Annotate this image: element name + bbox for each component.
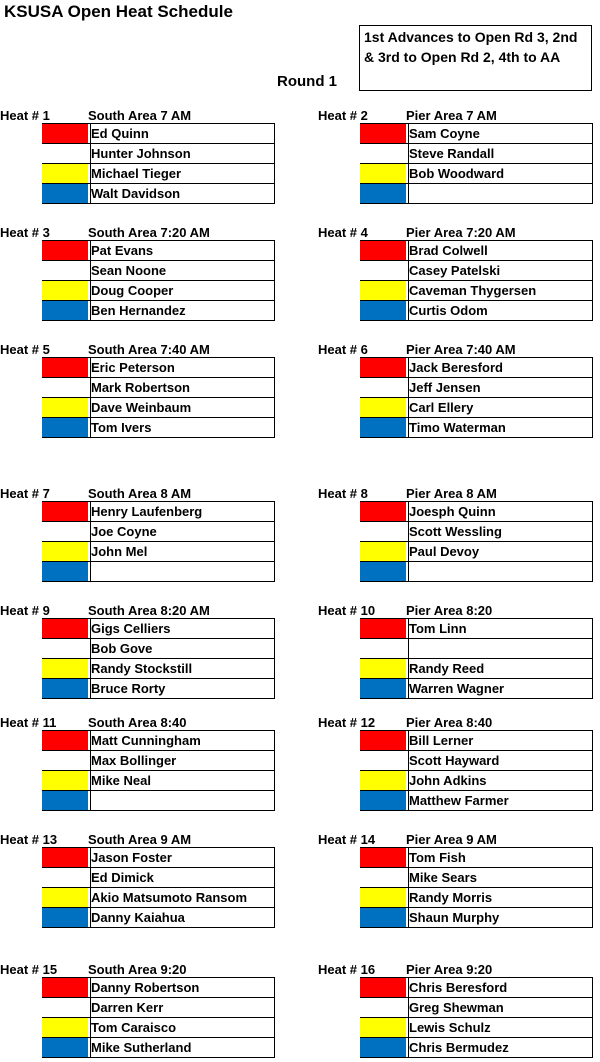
surfer-name: Randy Morris	[408, 888, 592, 907]
surfer-row	[42, 522, 274, 542]
heat-number: Heat # 16	[318, 962, 376, 977]
jersey-color-white	[42, 639, 88, 658]
surfer-row	[42, 731, 274, 751]
jersey-color-red	[360, 241, 406, 260]
heat-number: Heat # 2	[318, 108, 368, 123]
heat-area-time: Pier Area 8:20	[406, 603, 493, 618]
jersey-color-white	[360, 144, 406, 163]
surfer-list	[360, 240, 593, 321]
surfer-name: Danny Robertson	[90, 978, 274, 997]
surfer-row	[42, 164, 274, 184]
jersey-color-blue	[360, 908, 406, 927]
surfer-name: Mike Sears	[408, 868, 592, 887]
heat-number: Heat # 9	[0, 603, 50, 618]
surfer-name: Darren Kerr	[90, 998, 274, 1017]
jersey-color-white	[42, 522, 88, 541]
heat-area-time: South Area 8 AM	[88, 486, 192, 501]
heat-block	[318, 486, 592, 586]
heat-area-time: South Area 8:40	[88, 715, 187, 730]
surfer-row	[360, 164, 592, 184]
surfer-name: Bob Woodward	[408, 164, 592, 183]
surfer-row	[42, 542, 274, 562]
heat-number: Heat # 14	[318, 832, 376, 847]
heat-number: Heat # 11	[0, 715, 57, 730]
heat-number: Heat # 1	[0, 108, 50, 123]
heat-number: Heat # 6	[318, 342, 368, 357]
surfer-name: Tom Linn	[408, 619, 592, 638]
surfer-list	[42, 977, 275, 1058]
surfer-name: Jason Foster	[90, 848, 274, 867]
jersey-color-red	[360, 619, 406, 638]
surfer-list	[42, 847, 275, 928]
surfer-name: Danny Kaiahua	[90, 908, 274, 927]
heat-number: Heat # 7	[0, 486, 50, 501]
surfer-name: Ben Hernandez	[90, 301, 274, 320]
surfer-row	[360, 378, 592, 398]
surfer-name: Chris Bermudez	[408, 1038, 592, 1057]
surfer-name: Greg Shewman	[408, 998, 592, 1017]
jersey-color-yellow	[360, 542, 406, 561]
jersey-color-white	[42, 378, 88, 397]
jersey-color-blue	[360, 1038, 406, 1057]
surfer-list	[42, 501, 275, 582]
surfer-name: Mike Neal	[90, 771, 274, 790]
surfer-name: Randy Reed	[408, 659, 592, 678]
jersey-color-red	[42, 731, 88, 750]
surfer-row	[360, 398, 592, 418]
surfer-name: Doug Cooper	[90, 281, 274, 300]
surfer-row	[360, 1018, 592, 1038]
surfer-name: Walt Davidson	[90, 184, 274, 203]
heat-area-time: South Area 7 AM	[88, 108, 192, 123]
surfer-list	[360, 357, 593, 438]
surfer-row	[360, 771, 592, 791]
heat-number: Heat # 8	[318, 486, 368, 501]
surfer-name: Jack Beresford	[408, 358, 592, 377]
jersey-color-yellow	[42, 771, 88, 790]
surfer-name: Gigs Celliers	[90, 619, 274, 638]
surfer-list	[42, 618, 275, 699]
surfer-name: Bill Lerner	[408, 731, 592, 750]
surfer-row	[42, 751, 274, 771]
surfer-list	[42, 123, 275, 204]
surfer-row	[360, 124, 592, 144]
surfer-name: Michael Tieger	[90, 164, 274, 183]
jersey-color-blue	[360, 184, 406, 203]
jersey-color-blue	[42, 791, 88, 810]
heat-block	[0, 962, 274, 1062]
surfer-row	[42, 281, 274, 301]
surfer-row	[360, 868, 592, 888]
surfer-row	[360, 1038, 592, 1058]
surfer-name	[408, 639, 592, 658]
surfer-name: Warren Wagner	[408, 679, 592, 698]
surfer-row	[360, 751, 592, 771]
surfer-list	[360, 977, 593, 1058]
jersey-color-white	[360, 522, 406, 541]
heat-block	[0, 715, 274, 815]
surfer-name: Dave Weinbaum	[90, 398, 274, 417]
jersey-color-red	[42, 848, 88, 867]
surfer-list	[42, 240, 275, 321]
heat-area-time: South Area 7:20 AM	[88, 225, 210, 240]
jersey-color-yellow	[360, 398, 406, 417]
jersey-color-white	[360, 751, 406, 770]
surfer-row	[360, 908, 592, 928]
surfer-name: Jeff Jensen	[408, 378, 592, 397]
surfer-name: Brad Colwell	[408, 241, 592, 260]
jersey-color-yellow	[42, 1018, 88, 1037]
jersey-color-red	[42, 619, 88, 638]
surfer-row	[42, 888, 274, 908]
jersey-color-blue	[42, 679, 88, 698]
heat-block	[0, 603, 274, 703]
jersey-color-white	[360, 378, 406, 397]
heat-area-time: Pier Area 8:40	[406, 715, 493, 730]
jersey-color-yellow	[360, 164, 406, 183]
surfer-row	[42, 868, 274, 888]
jersey-color-yellow	[360, 771, 406, 790]
jersey-color-white	[360, 998, 406, 1017]
heat-block	[318, 715, 592, 815]
surfer-list	[360, 847, 593, 928]
round-label: Round 1	[277, 73, 337, 90]
surfer-name: Scott Wessling	[408, 522, 592, 541]
jersey-color-red	[42, 124, 88, 143]
surfer-row	[42, 659, 274, 679]
heat-block	[0, 342, 274, 442]
surfer-name: Scott Hayward	[408, 751, 592, 770]
surfer-name	[90, 562, 274, 581]
jersey-color-yellow	[360, 888, 406, 907]
surfer-name: Tom Ivers	[90, 418, 274, 437]
surfer-row	[42, 398, 274, 418]
surfer-list	[360, 501, 593, 582]
surfer-row	[360, 791, 592, 811]
heat-area-time: South Area 7:40 AM	[88, 342, 210, 357]
surfer-name: Matt Cunningham	[90, 731, 274, 750]
surfer-row	[42, 639, 274, 659]
jersey-color-white	[42, 998, 88, 1017]
surfer-name: Shaun Murphy	[408, 908, 592, 927]
jersey-color-blue	[42, 418, 88, 437]
jersey-color-red	[42, 358, 88, 377]
surfer-row	[42, 124, 274, 144]
jersey-color-red	[42, 978, 88, 997]
heat-number: Heat # 3	[0, 225, 50, 240]
heat-number: Heat # 15	[0, 962, 58, 977]
surfer-name: Joe Coyne	[90, 522, 274, 541]
surfer-row	[360, 144, 592, 164]
heat-number: Heat # 5	[0, 342, 50, 357]
surfer-row	[42, 771, 274, 791]
surfer-row	[360, 261, 592, 281]
surfer-row	[360, 358, 592, 378]
surfer-name	[90, 791, 274, 810]
jersey-color-blue	[42, 908, 88, 927]
heat-block	[318, 225, 592, 325]
jersey-color-white	[360, 261, 406, 280]
surfer-name: Hunter Johnson	[90, 144, 274, 163]
heat-block	[318, 108, 592, 208]
surfer-row	[360, 848, 592, 868]
surfer-row	[360, 888, 592, 908]
heat-block	[0, 225, 274, 325]
surfer-row	[360, 619, 592, 639]
surfer-row	[360, 281, 592, 301]
surfer-row	[42, 908, 274, 928]
heat-area-time: Pier Area 7:40 AM	[406, 342, 516, 357]
heat-area-time: South Area 9 AM	[88, 832, 192, 847]
surfer-name	[408, 562, 592, 581]
surfer-name: Tom Caraisco	[90, 1018, 274, 1037]
surfer-row	[42, 562, 274, 582]
surfer-name: Mike Sutherland	[90, 1038, 274, 1057]
jersey-color-white	[42, 751, 88, 770]
jersey-color-red	[360, 978, 406, 997]
surfer-row	[360, 659, 592, 679]
surfer-name: Matthew Farmer	[408, 791, 592, 810]
surfer-name: Bob Gove	[90, 639, 274, 658]
jersey-color-blue	[360, 679, 406, 698]
surfer-name: Steve Randall	[408, 144, 592, 163]
jersey-color-yellow	[42, 164, 88, 183]
heat-number: Heat # 13	[0, 832, 58, 847]
jersey-color-yellow	[360, 659, 406, 678]
surfer-name: Curtis Odom	[408, 301, 592, 320]
surfer-row	[42, 978, 274, 998]
jersey-color-white	[42, 261, 88, 280]
heat-area-time: South Area 8:20 AM	[88, 603, 210, 618]
surfer-row	[42, 848, 274, 868]
surfer-list	[360, 730, 593, 811]
surfer-row	[360, 418, 592, 438]
jersey-color-red	[360, 358, 406, 377]
surfer-row	[42, 144, 274, 164]
heat-area-time: Pier Area 9:20	[406, 962, 493, 977]
jersey-color-blue	[42, 184, 88, 203]
surfer-list	[42, 730, 275, 811]
heat-area-time: Pier Area 7 AM	[406, 108, 497, 123]
jersey-color-red	[42, 241, 88, 260]
heat-area-time: Pier Area 9 AM	[406, 832, 497, 847]
surfer-name: John Adkins	[408, 771, 592, 790]
surfer-row	[360, 679, 592, 699]
jersey-color-red	[360, 731, 406, 750]
surfer-row	[42, 418, 274, 438]
heat-number: Heat # 10	[318, 603, 376, 618]
surfer-row	[360, 998, 592, 1018]
jersey-color-yellow	[42, 659, 88, 678]
heat-block	[318, 603, 592, 703]
jersey-color-yellow	[42, 888, 88, 907]
surfer-name: Joesph Quinn	[408, 502, 592, 521]
heat-block	[0, 832, 274, 932]
surfer-row	[42, 998, 274, 1018]
heat-number: Heat # 12	[318, 715, 376, 730]
surfer-name: Carl Ellery	[408, 398, 592, 417]
surfer-row	[42, 301, 274, 321]
jersey-color-red	[42, 502, 88, 521]
jersey-color-blue	[42, 1038, 88, 1057]
jersey-color-red	[360, 502, 406, 521]
surfer-name: Chris Beresford	[408, 978, 592, 997]
surfer-name: Mark Robertson	[90, 378, 274, 397]
surfer-row	[42, 502, 274, 522]
surfer-name: Henry Laufenberg	[90, 502, 274, 521]
surfer-row	[42, 1038, 274, 1058]
heat-block	[318, 342, 592, 442]
jersey-color-blue	[360, 301, 406, 320]
surfer-name: Bruce Rorty	[90, 679, 274, 698]
jersey-color-blue	[360, 562, 406, 581]
surfer-name: Paul Devoy	[408, 542, 592, 561]
heat-block	[318, 962, 592, 1062]
surfer-row	[360, 184, 592, 204]
surfer-row	[42, 619, 274, 639]
surfer-name: Casey Patelski	[408, 261, 592, 280]
surfer-name: John Mel	[90, 542, 274, 561]
surfer-row	[42, 241, 274, 261]
surfer-row	[42, 679, 274, 699]
heat-block	[318, 832, 592, 932]
surfer-name: Max Bollinger	[90, 751, 274, 770]
jersey-color-yellow	[42, 281, 88, 300]
surfer-row	[360, 241, 592, 261]
surfer-row	[42, 184, 274, 204]
surfer-name: Sean Noone	[90, 261, 274, 280]
surfer-name: Akio Matsumoto Ransom	[90, 888, 274, 907]
jersey-color-yellow	[42, 398, 88, 417]
jersey-color-yellow	[360, 281, 406, 300]
advancement-note: 1st Advances to Open Rd 3, 2nd & 3rd to Open Rd 2, 4th to AA	[359, 25, 592, 91]
heat-area-time: South Area 9:20	[88, 962, 187, 977]
surfer-row	[360, 502, 592, 522]
jersey-color-blue	[42, 301, 88, 320]
jersey-color-white	[360, 868, 406, 887]
surfer-name: Sam Coyne	[408, 124, 592, 143]
heat-area-time: Pier Area 8 AM	[406, 486, 497, 501]
jersey-color-white	[42, 868, 88, 887]
jersey-color-blue	[42, 562, 88, 581]
surfer-name: Timo Waterman	[408, 418, 592, 437]
jersey-color-yellow	[360, 1018, 406, 1037]
surfer-name: Caveman Thygersen	[408, 281, 592, 300]
surfer-name	[408, 184, 592, 203]
surfer-name: Eric Peterson	[90, 358, 274, 377]
jersey-color-blue	[360, 791, 406, 810]
surfer-row	[360, 301, 592, 321]
jersey-color-white	[360, 639, 406, 658]
page-title: KSUSA Open Heat Schedule	[4, 2, 233, 21]
heat-block	[0, 486, 274, 586]
jersey-color-yellow	[42, 542, 88, 561]
jersey-color-red	[360, 124, 406, 143]
surfer-name: Ed Quinn	[90, 124, 274, 143]
surfer-name: Ed Dimick	[90, 868, 274, 887]
surfer-row	[360, 639, 592, 659]
heat-area-time: Pier Area 7:20 AM	[406, 225, 516, 240]
surfer-name: Randy Stockstill	[90, 659, 274, 678]
heat-number: Heat # 4	[318, 225, 368, 240]
surfer-row	[360, 731, 592, 751]
jersey-color-blue	[360, 418, 406, 437]
surfer-row	[360, 542, 592, 562]
surfer-list	[360, 618, 593, 699]
jersey-color-white	[42, 144, 88, 163]
surfer-row	[42, 1018, 274, 1038]
heat-block	[0, 108, 274, 208]
surfer-row	[360, 522, 592, 542]
surfer-row	[42, 261, 274, 281]
surfer-row	[42, 358, 274, 378]
jersey-color-red	[360, 848, 406, 867]
surfer-name: Pat Evans	[90, 241, 274, 260]
surfer-list	[42, 357, 275, 438]
surfer-row	[42, 791, 274, 811]
surfer-list	[360, 123, 593, 204]
surfer-row	[360, 978, 592, 998]
surfer-name: Lewis Schulz	[408, 1018, 592, 1037]
surfer-row	[360, 562, 592, 582]
surfer-row	[42, 378, 274, 398]
surfer-name: Tom Fish	[408, 848, 592, 867]
